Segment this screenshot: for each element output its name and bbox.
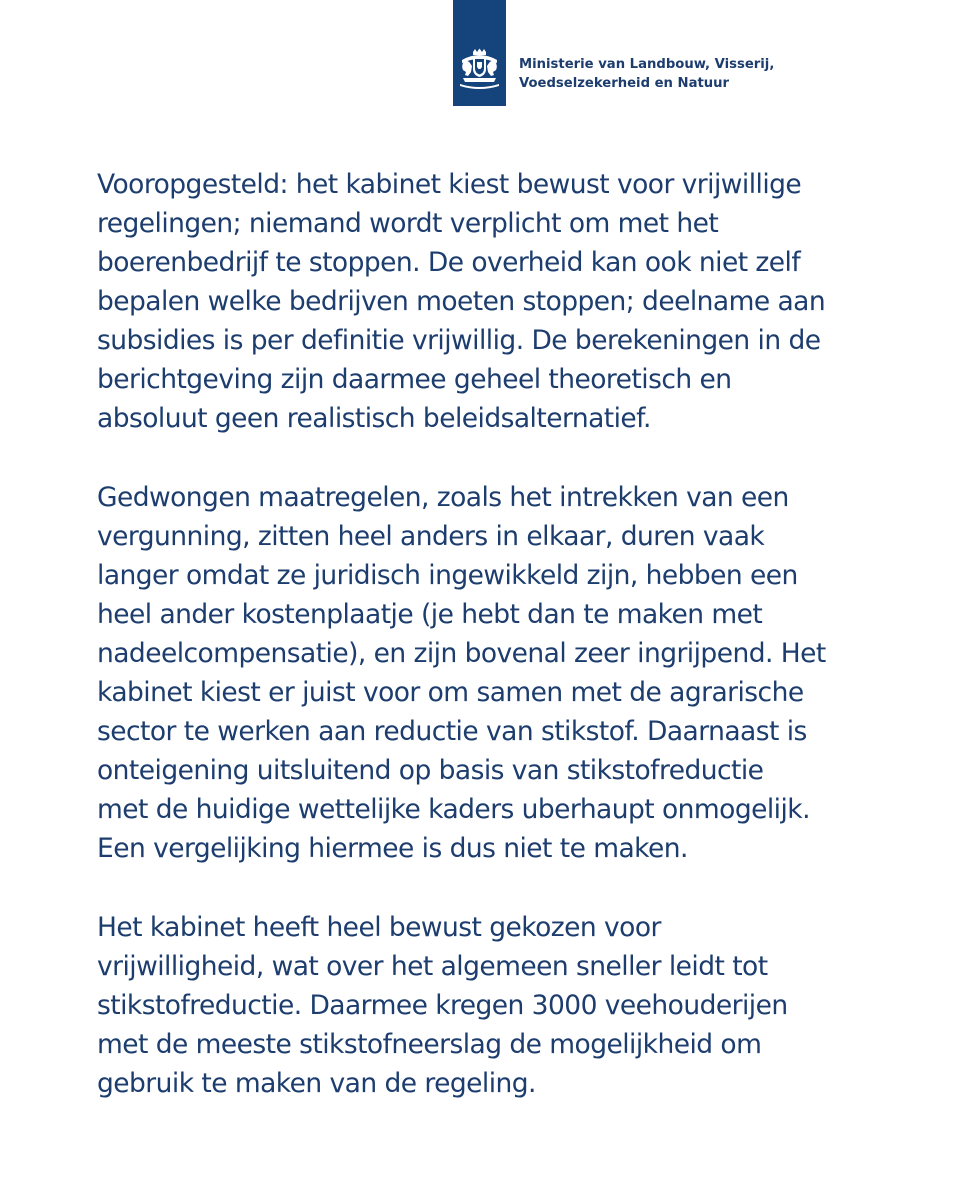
text-line: sector te werken aan reductie van stikstof. Daarnaast is bbox=[97, 716, 807, 747]
paragraph-3 bbox=[97, 908, 897, 1103]
text-line: met de huidige wettelijke kaders uberhaupt onmogelijk. bbox=[97, 794, 810, 825]
text-line: Gedwongen maatregelen, zoals het intrekken van een bbox=[97, 482, 789, 513]
text-line: vergunning, zitten heel anders in elkaar, duren vaak bbox=[97, 521, 765, 552]
dutch-coat-of-arms-icon bbox=[456, 48, 503, 94]
text-line: subsidies is per definitie vrijwillig. De berekeningen in de bbox=[97, 325, 821, 356]
ministry-name bbox=[519, 55, 819, 93]
ministry-line-2: Voedselzekerheid en Natuur bbox=[519, 76, 730, 91]
statement-body bbox=[97, 165, 897, 1143]
text-line: Het kabinet heeft heel bewust gekozen voor bbox=[97, 912, 661, 943]
paragraph-2 bbox=[97, 478, 897, 868]
paragraph-1 bbox=[97, 165, 897, 438]
ministry-line-1: Ministerie van Landbouw, Visserij, bbox=[519, 57, 775, 72]
text-line: vrijwilligheid, wat over het algemeen sneller leidt tot bbox=[97, 951, 768, 982]
text-line: heel ander kostenplaatje (je hebt dan te maken met bbox=[97, 599, 763, 630]
text-line: stikstofreductie. Daarmee kregen 3000 veehouderijen bbox=[97, 990, 788, 1021]
text-line: gebruik te maken van de regeling. bbox=[97, 1068, 536, 1099]
text-line: berichtgeving zijn daarmee geheel theoretisch en bbox=[97, 364, 732, 395]
text-line: absoluut geen realistisch beleidsalternatief. bbox=[97, 403, 651, 434]
text-line: met de meeste stikstofneerslag de mogelijkheid om bbox=[97, 1029, 762, 1060]
text-line: bepalen welke bedrijven moeten stoppen; deelname aan bbox=[97, 286, 826, 317]
text-line: Vooropgesteld: het kabinet kiest bewust voor vrijwillige bbox=[97, 169, 802, 200]
logo-bar bbox=[453, 0, 506, 106]
text-line: langer omdat ze juridisch ingewikkeld zijn, hebben een bbox=[97, 560, 798, 591]
text-line: regelingen; niemand wordt verplicht om met het bbox=[97, 208, 719, 239]
text-line: onteigening uitsluitend op basis van stikstofreductie bbox=[97, 755, 764, 786]
text-line: boerenbedrijf te stoppen. De overheid kan ook niet zelf bbox=[97, 247, 801, 278]
text-line: nadeelcompensatie), en zijn bovenal zeer ingrijpend. Het bbox=[97, 638, 826, 669]
text-line: Een vergelijking hiermee is dus niet te maken. bbox=[97, 833, 688, 864]
text-line: kabinet kiest er juist voor om samen met de agrarische bbox=[97, 677, 804, 708]
